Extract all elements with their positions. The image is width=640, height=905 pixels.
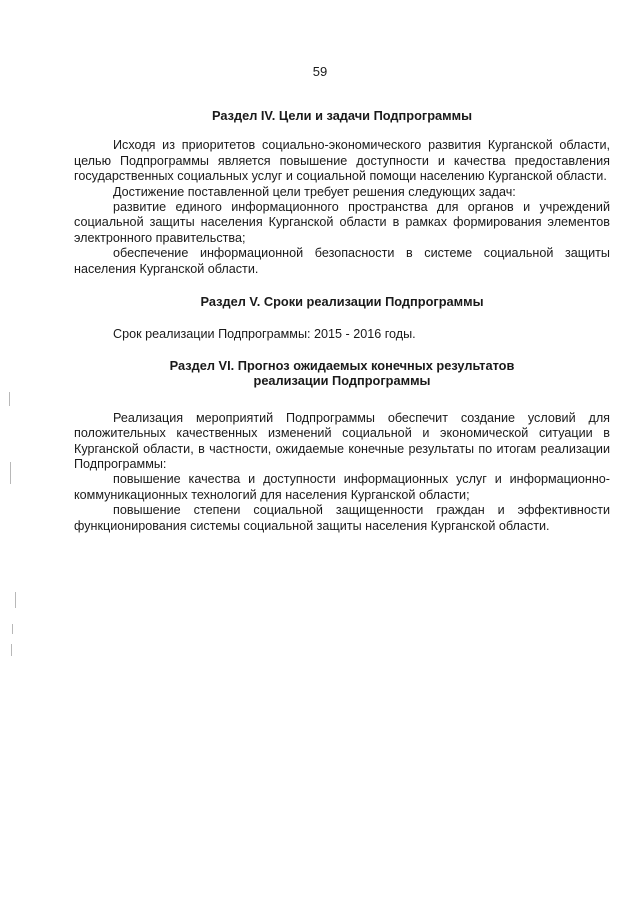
section-6-paragraph: повышение степени социальной защищенности граждан и эффективности функционирования системы социальной защиты населения Курганской области. bbox=[74, 503, 610, 533]
scan-artifact-marks bbox=[6, 392, 20, 662]
section-6-paragraph: Реализация мероприятий Подпрограммы обеспечит создание условий для положительных качественных изменений социальной и экономической ситуации в Курганской области, в частности, ожидаемые конечные результаты по итогам реализации Подпрограммы: bbox=[74, 410, 610, 471]
scan-mark bbox=[12, 624, 13, 634]
section-4-paragraph: Исходя из приоритетов социально-экономического развития Курганской области, целью Подпрограммы является повышение доступности и качества предоставления государственных социальных услуг и социальной помощи населению Курганской области. bbox=[74, 138, 610, 184]
scan-mark bbox=[9, 392, 10, 406]
section-6-paragraph: повышение качества и доступности информационных услуг и информационно-коммуникационных технологий для населения Курганской области; bbox=[74, 472, 610, 502]
document-body bbox=[74, 108, 610, 534]
section-5-paragraph: Срок реализации Подпрограммы: 2015 - 2016 годы. bbox=[113, 327, 416, 342]
section-4-paragraph: развитие единого информационного пространства для органов и учреждений социальной защиты населения Курганской области в рамках формирования элементов электронного правительства; bbox=[74, 200, 610, 245]
section-4-paragraph: обеспечение информационной безопасности в системе социальной защиты населения Курганской области. bbox=[74, 246, 610, 276]
section-4-heading: Раздел IV. Цели и задачи Подпрограммы bbox=[211, 108, 473, 123]
scan-mark bbox=[11, 644, 12, 656]
scan-mark bbox=[10, 462, 11, 484]
scan-mark bbox=[15, 592, 16, 608]
section-5 bbox=[74, 294, 610, 343]
section-6-heading bbox=[74, 358, 610, 389]
section-6 bbox=[74, 358, 610, 534]
section-4-paragraph: Достижение поставленной цели требует решения следующих задач: bbox=[113, 184, 516, 199]
section-6-heading-line-1: Раздел VI. Прогноз ожидаемых конечных результатов bbox=[169, 357, 515, 373]
section-5-heading: Раздел V. Сроки реализации Подпрограммы bbox=[200, 294, 484, 310]
page-number: 59 bbox=[312, 64, 328, 79]
section-4 bbox=[74, 108, 610, 277]
section-6-heading-line-2: реализации Подпрограммы bbox=[253, 373, 431, 389]
